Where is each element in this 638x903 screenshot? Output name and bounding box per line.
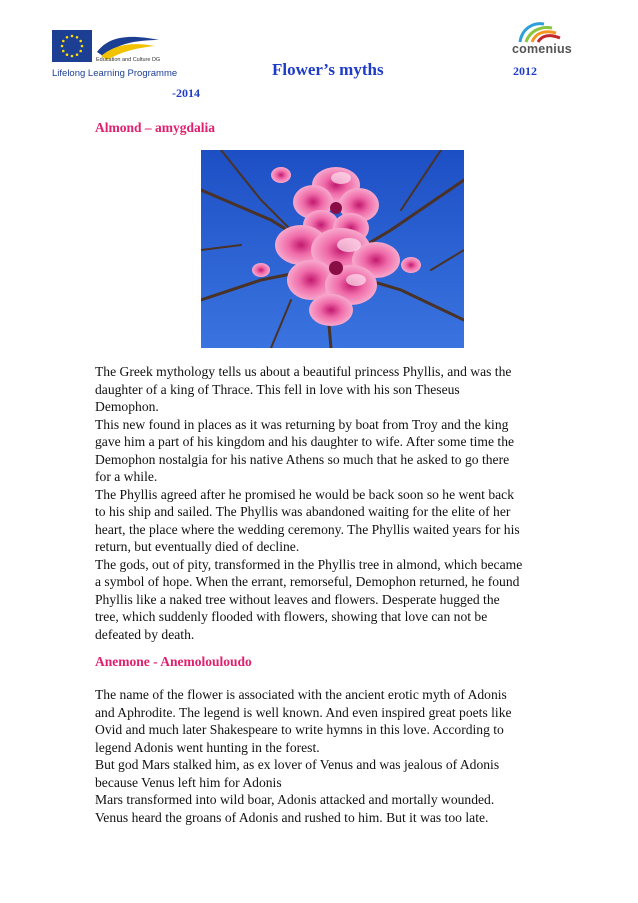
- eu-flag-logo: [52, 30, 92, 62]
- programme-name: Lifelong Learning Programme: [52, 68, 178, 79]
- text-line: The Greek mythology tells us about a beautiful princess Phyllis, and was the: [95, 364, 512, 379]
- text-line: and Aphrodite. The legend is well known. And even inspired great poets like: [95, 704, 512, 720]
- text-line: tree, which suddenly flooded with flowers, showing that love can not be: [95, 609, 488, 624]
- text-line: But god Mars stalked him, as ex lover of Venus and was jealous of Adonis: [95, 757, 500, 772]
- text-line: Venus heard the groans of Adonis and rushed to him. But it was too late.: [95, 809, 489, 825]
- year-end: -2014: [172, 86, 200, 100]
- text-line: Mars transformed into wild boar, Adonis attacked and mortally wounded.: [95, 792, 495, 807]
- text-line: because Venus left him for Adonis: [95, 774, 282, 790]
- text-line: Phyllis like a naked tree without leaves and flowers. Desperate hugged the: [95, 591, 500, 607]
- text-line: Demophon.: [95, 399, 159, 414]
- page-title: Flower’s myths: [272, 60, 384, 79]
- text-line: heart, the place where the wedding ceremony. The Phyllis waited years for his: [95, 521, 520, 537]
- text-line: return, but eventually died of decline.: [95, 539, 300, 554]
- text-line: gave him a part of his kingdom and his daughter to wife. After some time the: [95, 434, 515, 449]
- section-body-anemone: [95, 686, 575, 826]
- almond-blossom-photo: [201, 150, 464, 348]
- programme-subtitle: Education and Culture DG: [96, 57, 161, 63]
- year-start: 2012: [513, 64, 537, 78]
- text-line: The gods, out of pity, transformed in the Phyllis tree in almond, which became: [95, 556, 523, 572]
- text-line: Demophon nostalgia for his native Athens so much that he asked to go there: [95, 451, 510, 467]
- text-line: a symbol of hope. When the errant, remorseful, Demophon returned, he found: [95, 574, 520, 589]
- section-heading-anemone: Anemone - Anemolouloudo: [95, 654, 252, 669]
- text-line: This new found in places as it was returning by boat from Troy and the king: [95, 416, 509, 432]
- text-line: Ovid and much later Shakespeare to write hymns in this love. According to: [95, 722, 504, 737]
- section-body-almond: [95, 363, 575, 643]
- comenius-swirl-logo: [514, 20, 562, 44]
- text-line: defeated by death.: [95, 626, 195, 642]
- text-line: for a while.: [95, 469, 158, 484]
- text-line: to his ship and sailed. The Phyllis was abandoned waiting for the elite of her: [95, 504, 511, 519]
- text-line: legend Adonis went hunting in the forest.: [95, 739, 320, 755]
- section-heading-almond: Almond – amygdalia: [95, 120, 216, 135]
- comenius-logo-text: comenius: [512, 42, 572, 56]
- text-line: daughter of a king of Thrace. This fell in love with his son Theseus: [95, 381, 460, 397]
- text-line: The Phyllis agreed after he promised he would be back soon so he went back: [95, 486, 515, 502]
- text-line: The name of the flower is associated with the ancient erotic myth of Adonis: [95, 687, 507, 702]
